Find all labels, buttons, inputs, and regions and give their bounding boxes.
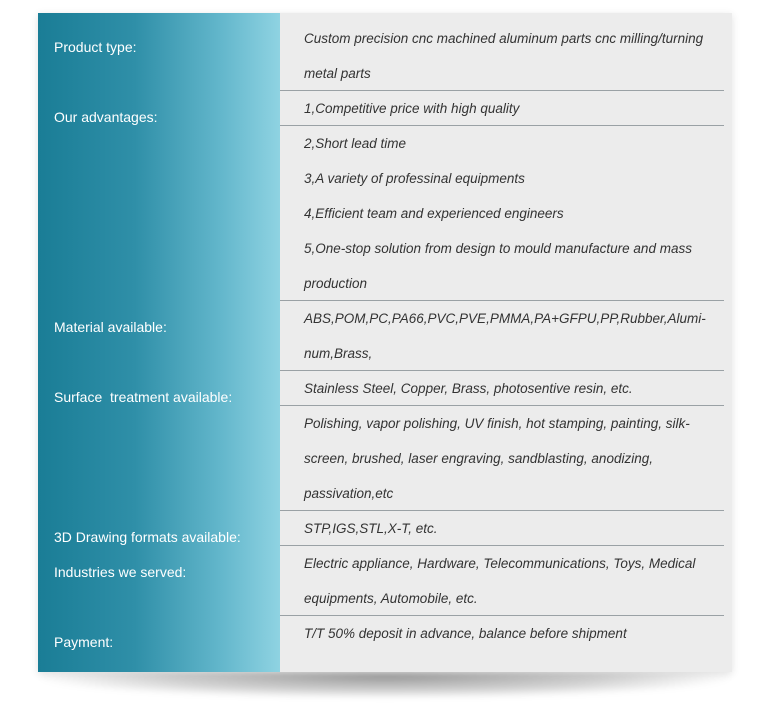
spec-row-label: 3D Drawing formats available: [54,529,241,545]
spec-row-label: Surface treatment available: [54,389,233,405]
spec-row-value [304,406,724,511]
spec-table-card [38,13,732,672]
spec-row [38,616,732,651]
spec-row [38,21,732,91]
spec-row-value [304,91,724,126]
spec-row-value-line: T/T 50% deposit in advance, balance before shipment [304,626,627,641]
spec-row-value-line: ABS,POM,PC,PA66,PVC,PVE,PMMA,PA+GFPU,PP,Rubber,Alumi- [304,311,706,326]
spec-row [38,91,732,126]
spec-row-value-line: passivation,etc [304,486,394,501]
spec-row-value-line: production [304,276,368,291]
spec-row-value-line: 5,One-stop solution from design to mould manufacture and mass [304,241,692,256]
spec-row-value-line: 1,Competitive price with high quality [304,101,520,116]
spec-row-value-line: screen, brushed, laser engraving, sandblasting, anodizing, [304,451,653,466]
spec-row-value-line: 2,Short lead time [304,136,407,151]
spec-row [38,406,732,511]
spec-row-value-line: Custom precision cnc machined aluminum parts cnc milling/turning [304,31,704,46]
card-shadow [40,672,730,698]
spec-row-label: Material available: [54,319,167,335]
spec-row-value-line: equipments, Automobile, etc. [304,591,478,606]
spec-row-value [304,21,724,91]
spec-row [38,371,732,406]
spec-row-label: Industries we served: [54,564,187,580]
spec-row-value-line: Electric appliance, Hardware, Telecommunications, Toys, Medical [304,556,696,571]
spec-row-value-line: Polishing, vapor polishing, UV finish, hot stamping, painting, silk- [304,416,690,431]
spec-row [38,126,732,301]
spec-row-value [304,371,724,406]
spec-row [38,546,732,616]
spec-row-value [304,126,724,301]
spec-row-value [304,301,724,371]
spec-row-value-line: Stainless Steel, Copper, Brass, photosentive resin, etc. [304,381,633,396]
spec-row-value-line: 4,Efficient team and experienced engineers [304,206,564,221]
spec-row-value [304,511,724,546]
spec-row-value [304,546,724,616]
spec-row-value [304,616,724,651]
spec-row [38,301,732,371]
spec-row-label: Payment: [54,634,114,650]
spec-row-value-line: num,Brass, [304,346,373,361]
spec-row [38,511,732,546]
spec-row-label: Product type: [54,39,137,55]
spec-row-value-line: STP,IGS,STL,X-T, etc. [304,521,438,536]
spec-row-value-line: metal parts [304,66,371,81]
spec-row-value-line: 3,A variety of professinal equipments [304,171,525,186]
spec-row-label: Our advantages: [54,109,158,125]
